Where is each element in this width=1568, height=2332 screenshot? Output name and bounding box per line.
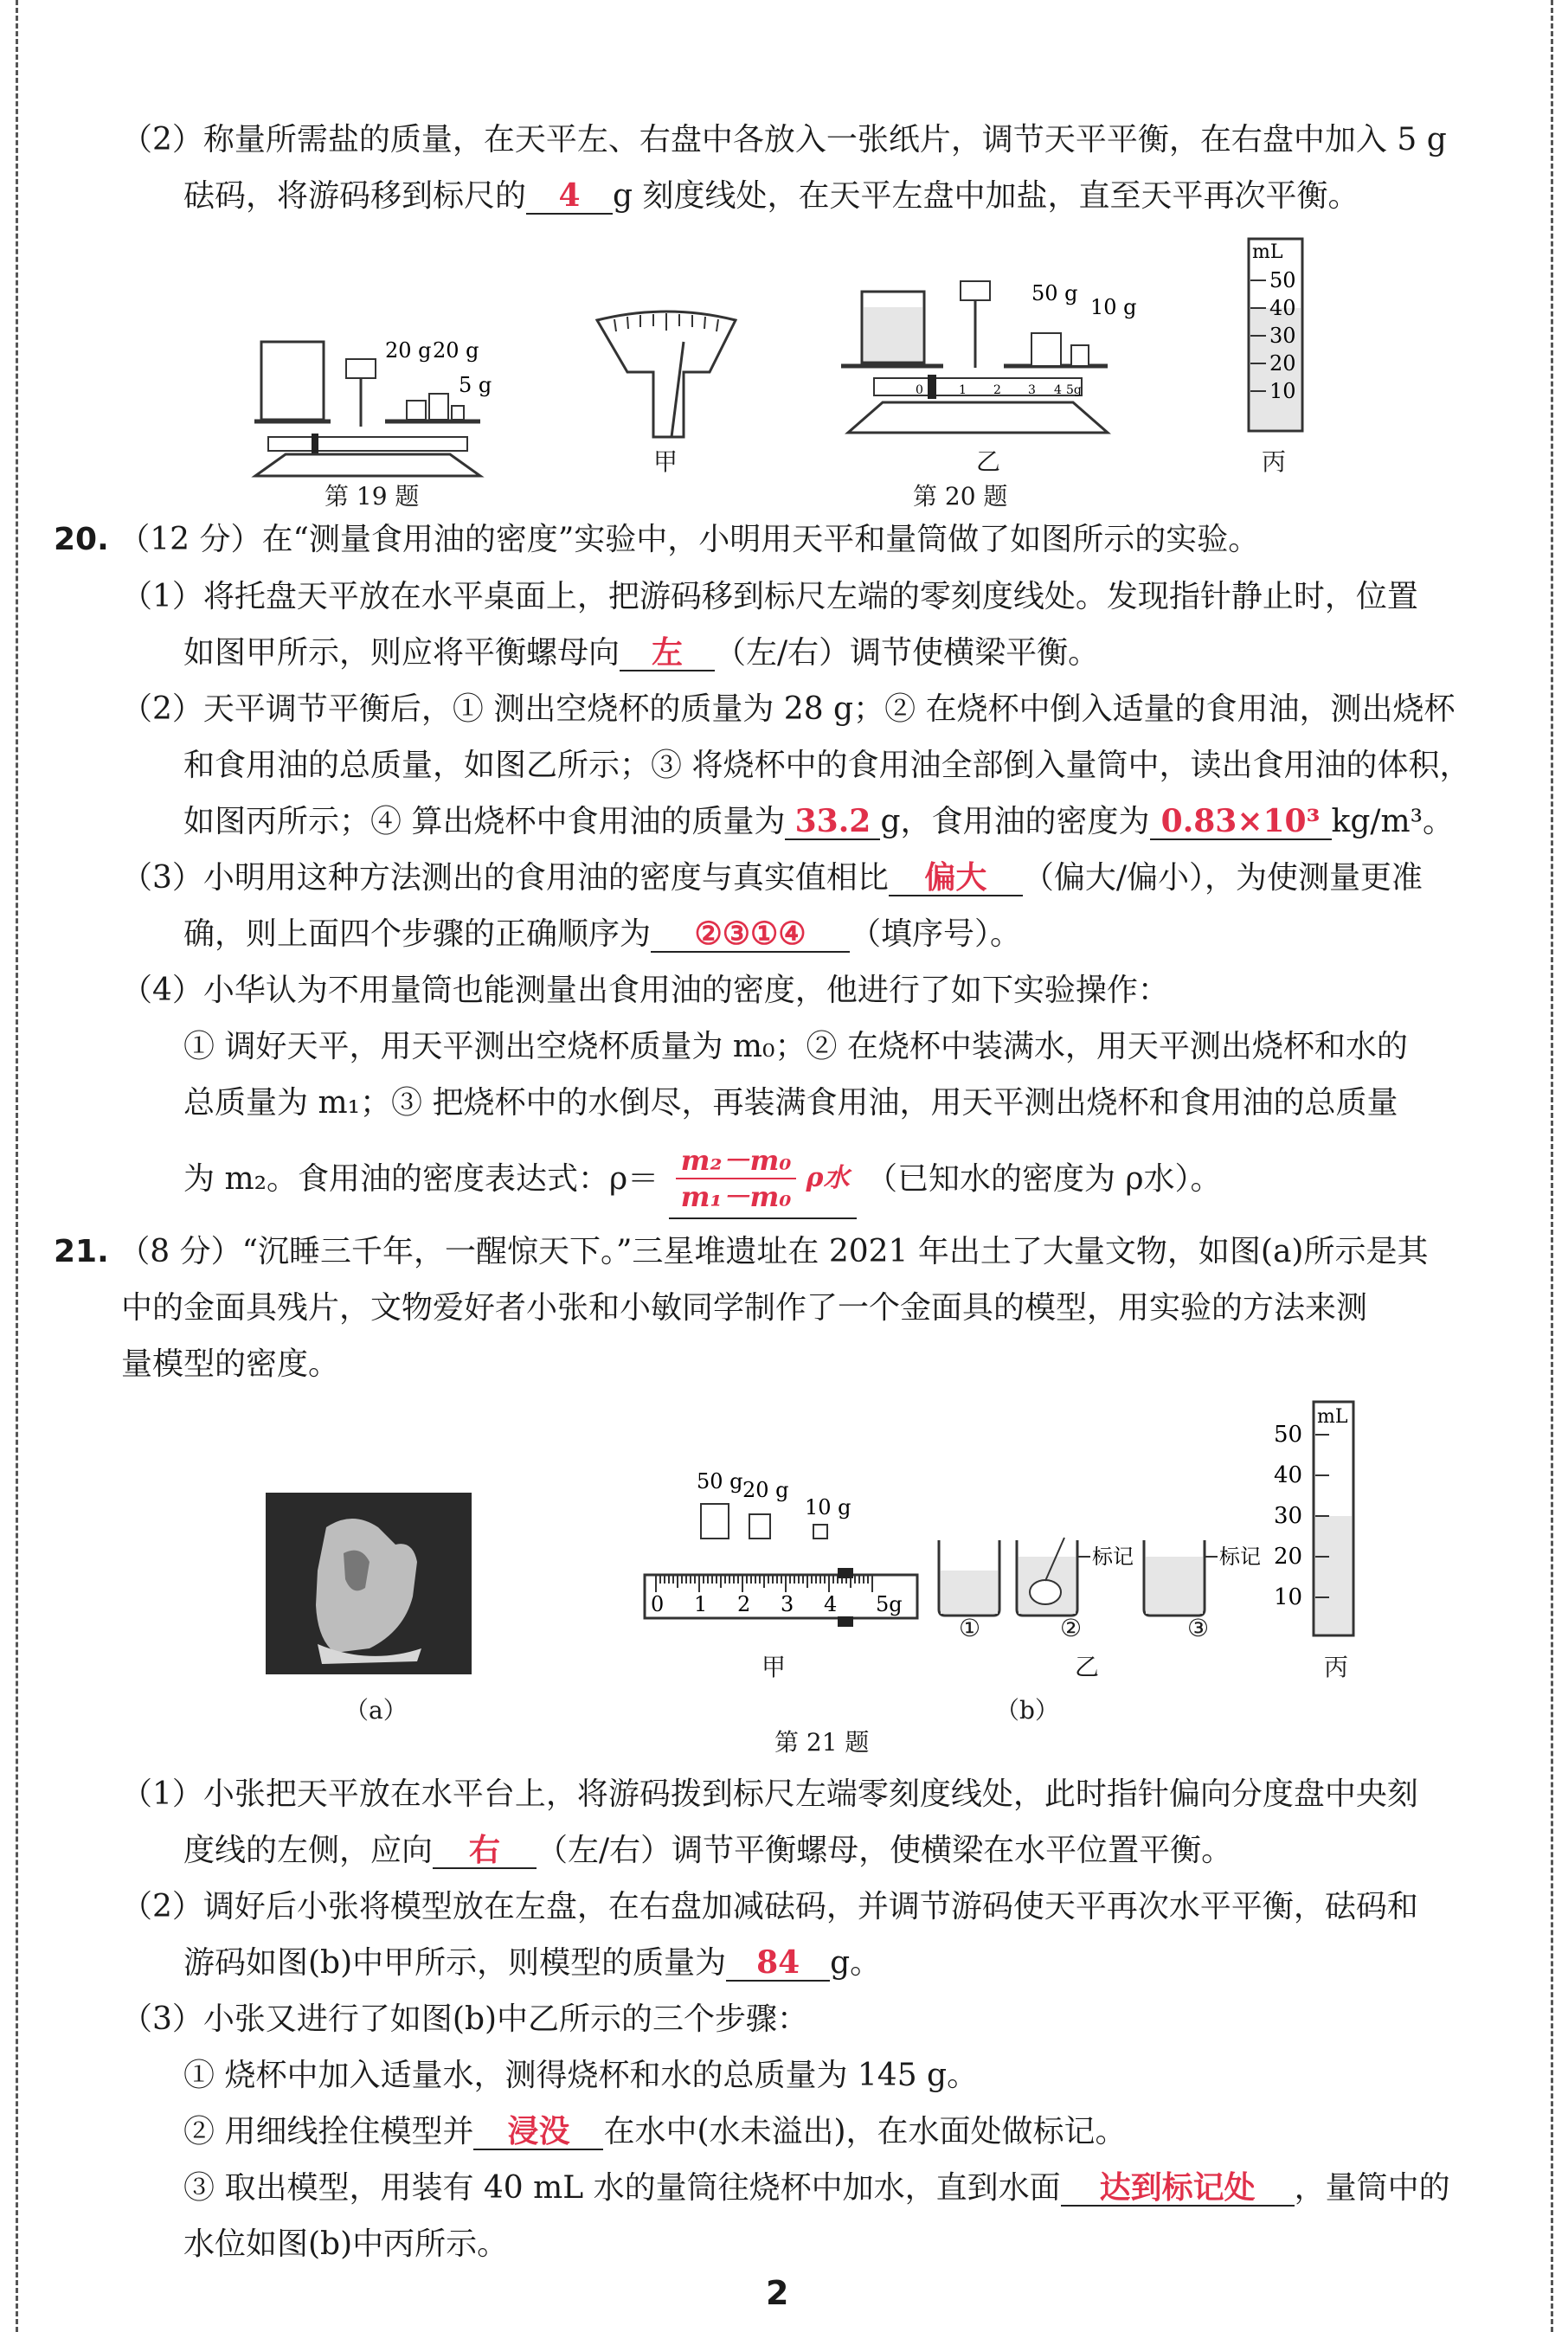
fig20-scale-1: 1 xyxy=(959,383,967,397)
q21-p1-line2: 度线的左侧，应向 右 （左/右）调节平衡螺母，使横梁在水平位置平衡。 xyxy=(183,1832,1233,1868)
fig19-weight-label-2: 20 g xyxy=(433,338,479,363)
fig21-a-mask-photo xyxy=(266,1493,472,1674)
fig19-weight-label-3: 5 g xyxy=(459,373,492,397)
fig20-yi-balance xyxy=(831,273,1137,437)
q21-p2-line1: （2）调好后小张将模型放在左盘，在右盘加减砝码，并调节游码使天平再次水平平衡，砝码和 xyxy=(121,1889,1418,1924)
q21-p3-step2: ② 用细线拴住模型并 浸没 在水中(水未溢出)，在水面处做标记。 xyxy=(183,2113,1127,2149)
fig20-tick-30: 30 xyxy=(1269,324,1296,348)
fig21-tick-50: 50 xyxy=(1274,1422,1303,1448)
fig21-yi-beakers xyxy=(935,1536,1263,1640)
q20-p3-compare-blank[interactable]: 偏大 xyxy=(889,860,1023,896)
fig20-label-jia: 甲 xyxy=(653,447,678,476)
left-dashed-border xyxy=(16,0,18,2332)
fig20-tick-10: 10 xyxy=(1269,379,1296,403)
q21-header-line3: 量模型的密度。 xyxy=(121,1346,340,1382)
fig21-beaker-2: ② xyxy=(1060,1614,1083,1642)
q20-header: 20. （12 分）在“测量食用油的密度”实验中，小明用天平和量筒做了如图所示的实验。 xyxy=(54,522,1260,557)
fig21-scale-4: 4 xyxy=(824,1592,838,1616)
page-number: 2 xyxy=(766,2274,789,2312)
q20-density-expression[interactable]: $\frac{\text{m₂－m₀}}{\text{m₁－m₀}}$ ρ水 xyxy=(669,1143,857,1219)
q21-p2-line2: 游码如图(b)中甲所示，则模型的质量为 84 g。 xyxy=(183,1944,882,1981)
q21-p3-step3: ③ 取出模型，用装有 40 mL 水的量筒往烧杯中加水，直到水面 达到标记处 ，量筒中的 xyxy=(183,2169,1450,2206)
q21-p2-mass-blank[interactable]: 84 xyxy=(726,1945,830,1982)
q20-p4-line3: 总质量为 m₁；③ 把烧杯中的水倒尽，再装满食用油，用天平测出烧杯和食用油的总质量 xyxy=(183,1085,1398,1121)
q21-p3-step1: ① 烧杯中加入适量水，测得烧杯和水的总质量为 145 g。 xyxy=(183,2058,979,2093)
fig21-scale-3: 3 xyxy=(781,1592,794,1616)
q19-answer-blank[interactable]: 4 xyxy=(526,178,613,215)
fig20-weight-10: 10 g xyxy=(1090,295,1137,319)
q20-p4-line1: （4）小华认为不用量筒也能测量出食用油的密度，他进行了如下实验操作： xyxy=(121,973,1169,1008)
fig21-weight-50: 50 g xyxy=(697,1469,743,1494)
fig19-weight-label-1: 20 g xyxy=(385,338,432,363)
q20-p3-order-blank[interactable]: ②③①④ xyxy=(651,916,850,953)
fig20-label-bing: 丙 xyxy=(1262,447,1287,476)
q19-part2-line2: 砝码，将游码移到标尺的 4 g 刻度线处，在天平左盘中加盐，直至天平再次平衡。 xyxy=(183,177,1359,214)
fig21-scale-2: 2 xyxy=(737,1592,751,1616)
q21-p1-answer-blank[interactable]: 右 xyxy=(433,1833,537,1869)
q20-p2-line1: （2）天平调节平衡后，① 测出空烧杯的质量为 28 g；② 在烧杯中倒入适量的食用油，测出烧杯 xyxy=(121,691,1456,727)
q21-p3-line1: （3）小张又进行了如图(b)中乙所示的三个步骤： xyxy=(121,2001,809,2037)
right-dashed-border xyxy=(1551,0,1553,2332)
fig20-unit-ml: mL xyxy=(1252,241,1283,263)
fig21-weight-10: 10 g xyxy=(805,1495,851,1519)
fig19-caption: 第 19 题 xyxy=(325,482,420,511)
q21-p3-mark-blank[interactable]: 达到标记处 xyxy=(1061,2170,1295,2207)
fig20-tick-40: 40 xyxy=(1269,296,1296,320)
q21-p3-immerse-blank[interactable]: 浸没 xyxy=(473,2114,603,2150)
fig21-label-yi: 乙 xyxy=(1075,1653,1100,1681)
fig21-scale-5: 5g xyxy=(876,1592,903,1616)
q20-p1-line2: 如图甲所示，则应将平衡螺母向 左 （左/右）调节使横梁平衡。 xyxy=(183,634,1100,671)
q20-p1-answer-blank[interactable]: 左 xyxy=(620,635,715,671)
fig20-caption: 第 20 题 xyxy=(913,482,1008,511)
fig21-label-b: （b） xyxy=(995,1696,1059,1725)
fig20-scale-2: 2 xyxy=(993,383,1001,397)
fig21-tick-20: 20 xyxy=(1274,1544,1303,1570)
fig20-jia-pointer-dial xyxy=(588,307,744,450)
fig21-beaker-1: ① xyxy=(959,1614,981,1642)
fig20-scale-4: 4 xyxy=(1054,383,1062,397)
q21-header-line1: 21. （8 分）“沉睡三千年，一醒惊天下。”三星堆遗址在 2021 年出土了大量文物，如图(a)所示是其 xyxy=(54,1234,1429,1269)
fig21-caption: 第 21 题 xyxy=(774,1728,870,1757)
fig21-unit-ml: mL xyxy=(1317,1406,1348,1428)
q21-p1-line1: （1）小张把天平放在水平台上，将游码拨到标尺左端零刻度线处，此时指针偏向分度盘中央刻 xyxy=(121,1776,1418,1812)
q19-part2-line1: （2）称量所需盐的质量，在天平左、右盘中各放入一张纸片，调节天平平衡，在右盘中加入 5 g xyxy=(121,122,1447,157)
q20-p2-mass-blank[interactable]: 33.2 xyxy=(785,804,880,840)
fig21-weight-20: 20 g xyxy=(742,1478,789,1502)
q20-p2-density-blank[interactable]: 0.83×10³ xyxy=(1150,804,1332,840)
fig21-jia-weights-scale xyxy=(640,1462,926,1644)
fig19-balance xyxy=(251,324,511,480)
fig20-scale-5: 5g xyxy=(1066,383,1082,397)
fig21-scale-0: 0 xyxy=(651,1592,665,1616)
fig20-scale-0: 0 xyxy=(916,383,923,397)
q20-p3-line1: （3）小明用这种方法测出的食用油的密度与真实值相比 偏大 （偏大/偏小），为使测量更准 xyxy=(121,859,1423,896)
fig20-scale-3: 3 xyxy=(1028,383,1036,397)
q20-p4-line2: ① 调好天平，用天平测出空烧杯质量为 m₀；② 在烧杯中装满水，用天平测出烧杯和水的 xyxy=(183,1029,1408,1064)
fig21-mark-label-1: 标记 xyxy=(1092,1545,1134,1569)
fig20-bing-cylinder xyxy=(1242,235,1337,439)
fig20-weight-50: 50 g xyxy=(1031,281,1078,305)
fig21-tick-30: 30 xyxy=(1274,1503,1303,1529)
fig21-label-a: （a） xyxy=(344,1696,408,1725)
q20-p3-line2: 确，则上面四个步骤的正确顺序为 ②③①④ （填序号）。 xyxy=(183,915,1022,952)
fig21-tick-40: 40 xyxy=(1274,1462,1303,1488)
q20-p2-line2: 和食用油的总质量，如图乙所示；③ 将烧杯中的食用油全部倒入量筒中，读出食用油的体积， xyxy=(183,748,1471,783)
q20-p1-line1: （1）将托盘天平放在水平桌面上，把游码移到标尺左端的零刻度线处。发现指针静止时，位置 xyxy=(121,579,1418,614)
fig21-scale-1: 1 xyxy=(694,1592,708,1616)
fig21-bing-cylinder xyxy=(1272,1400,1372,1642)
fig20-tick-50: 50 xyxy=(1269,268,1296,292)
q21-p3-step3-line2: 水位如图(b)中丙所示。 xyxy=(183,2226,509,2262)
fig21-mark-label-2: 标记 xyxy=(1219,1545,1261,1569)
fig21-label-jia: 甲 xyxy=(762,1653,787,1681)
q21-header-line2: 中的金面具残片，文物爱好者小张和小敏同学制作了一个金面具的模型，用实验的方法来测 xyxy=(121,1290,1368,1326)
fig21-beaker-3: ③ xyxy=(1187,1614,1210,1642)
q20-p2-line3: 如图丙所示；④ 算出烧杯中食用油的质量为 33.2 g，食用油的密度为 0.83×10³ kg/m³。 xyxy=(183,803,1455,839)
fig21-label-bing: 丙 xyxy=(1324,1653,1349,1681)
fig20-tick-20: 20 xyxy=(1269,351,1296,376)
q20-p4-line4: 为 m₂。食用油的密度表达式：ρ＝ $\frac{\text{m₂－m₀}}{\text{m₁－m₀}}$ ρ水 （已知水的密度为 ρ水）。 xyxy=(183,1140,1222,1219)
fig20-label-yi: 乙 xyxy=(976,447,1001,476)
fig21-tick-10: 10 xyxy=(1274,1584,1303,1610)
